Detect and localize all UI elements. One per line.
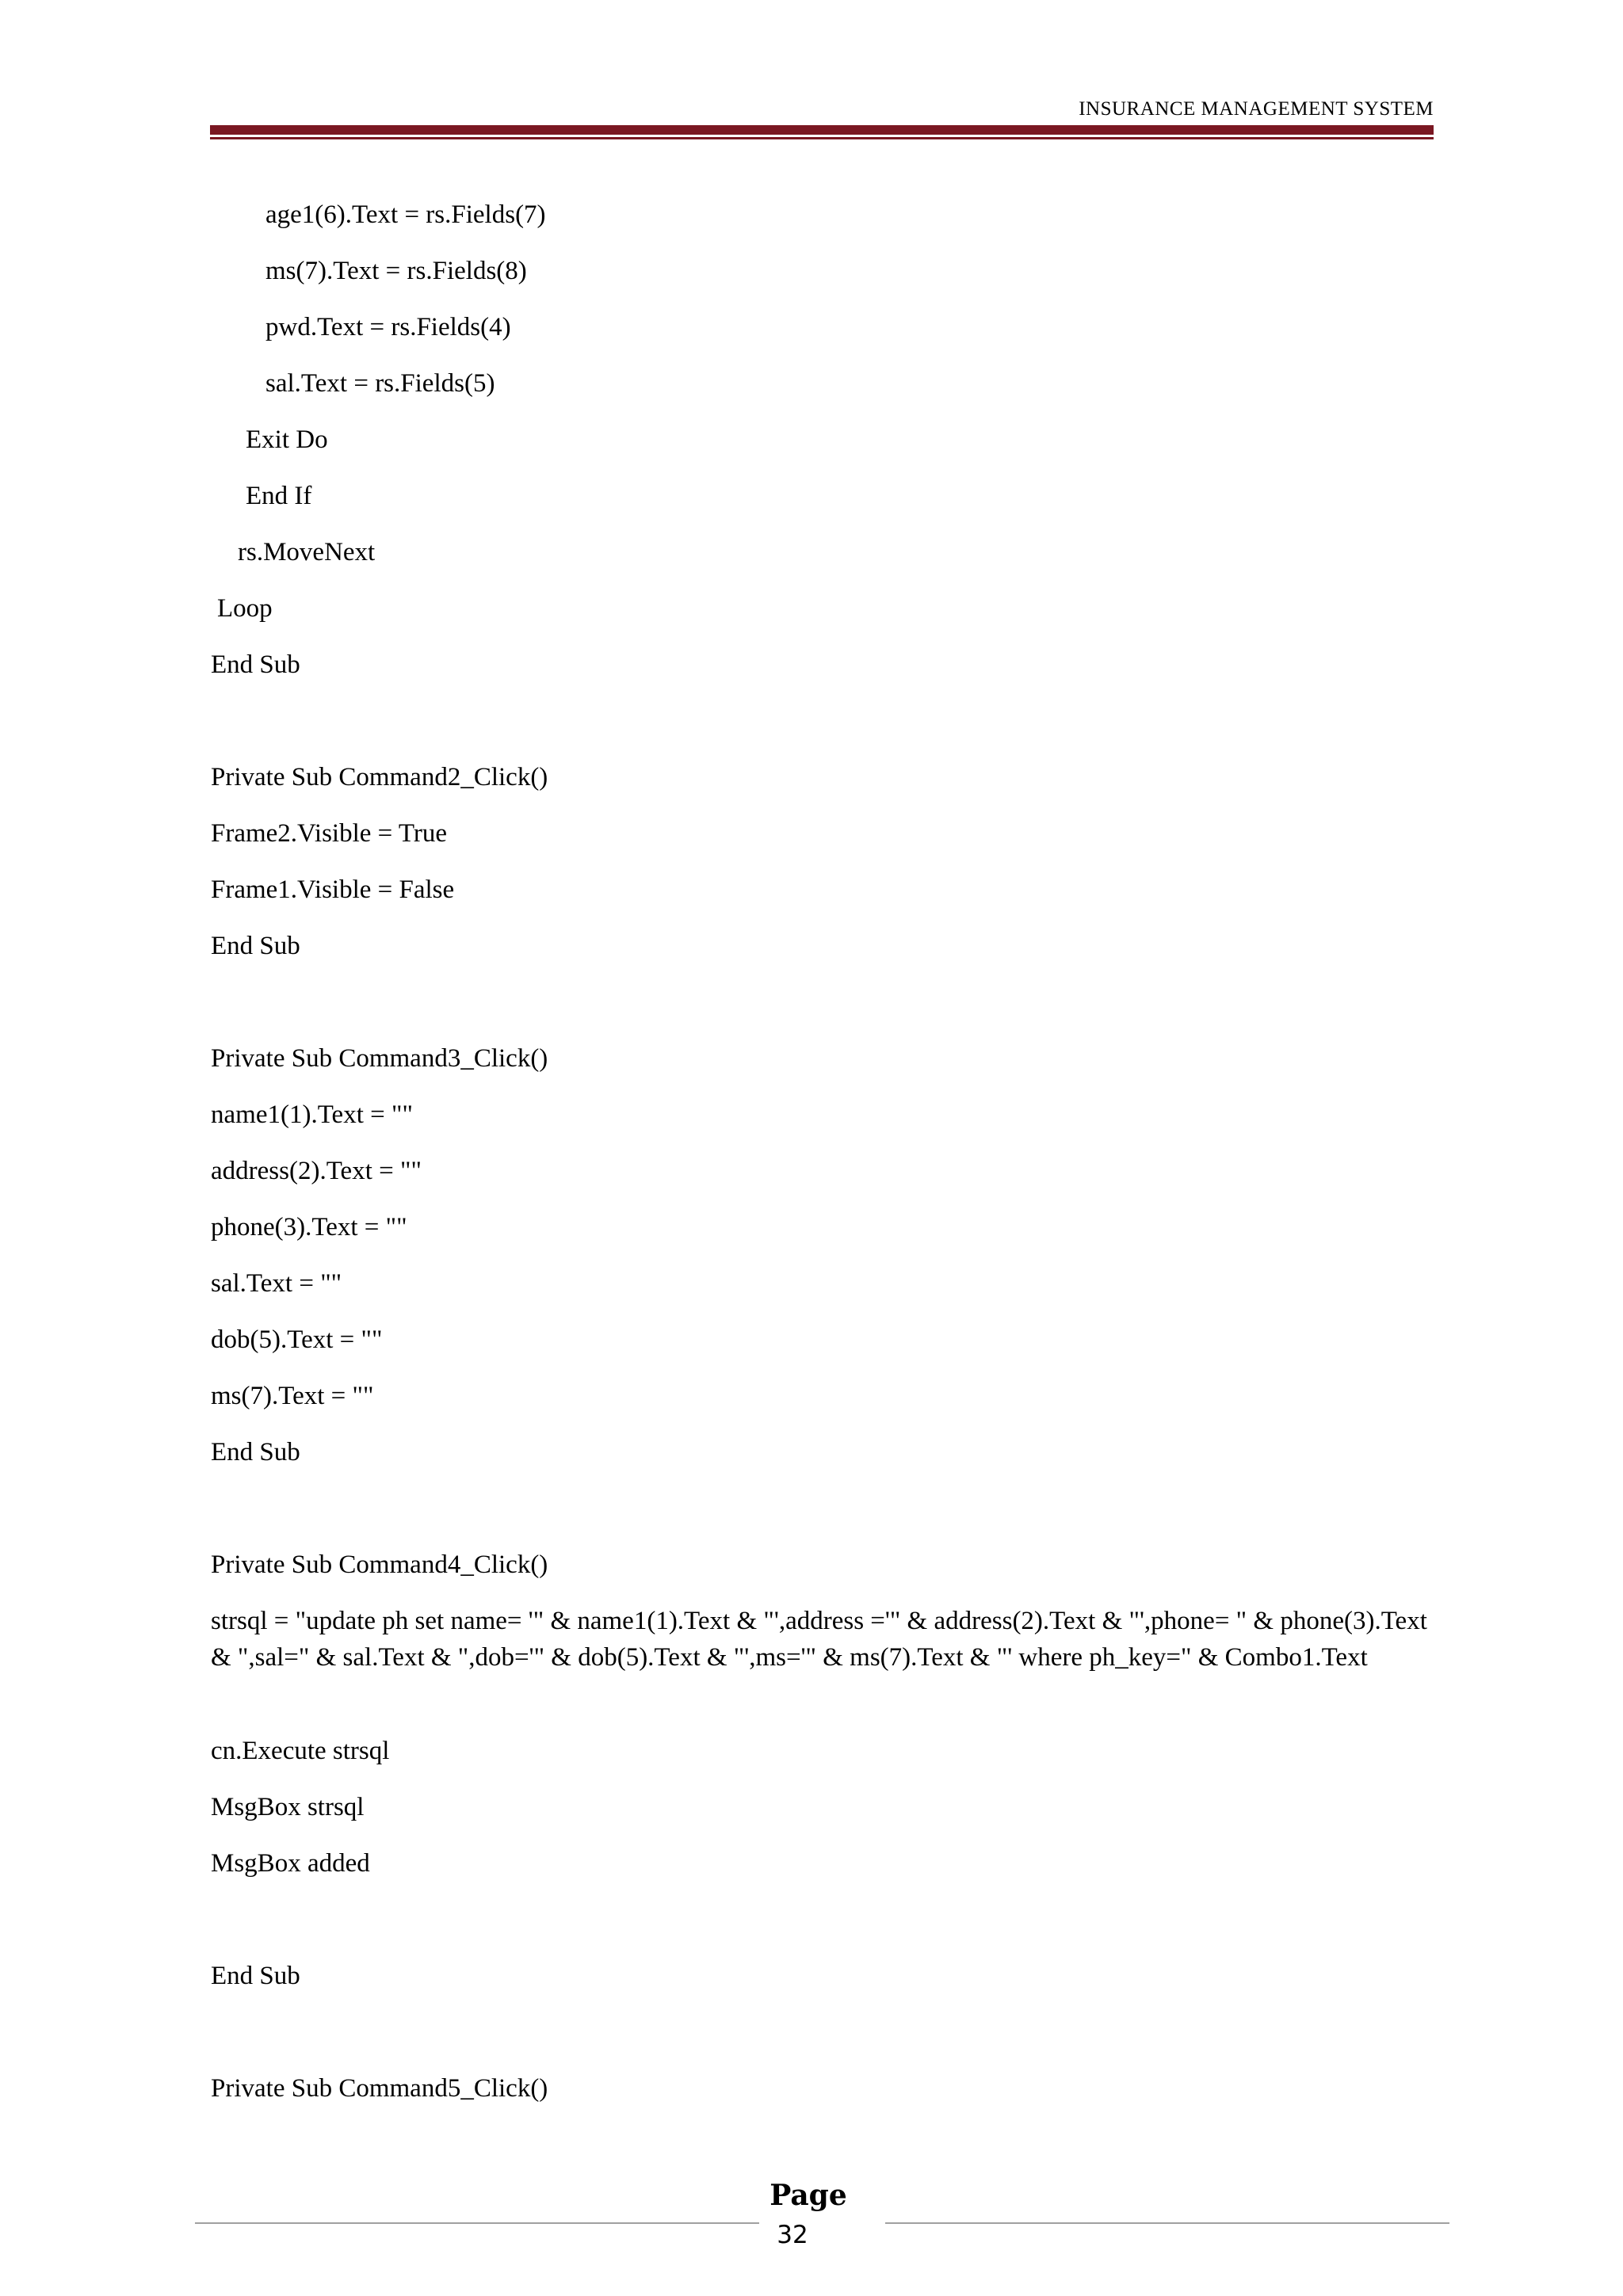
code-line: sal.Text = rs.Fields(5) — [265, 369, 495, 398]
code-line: age1(6).Text = rs.Fields(7) — [265, 200, 546, 229]
code-line: ms(7).Text = rs.Fields(8) — [265, 257, 527, 285]
code-line: phone(3).Text = "" — [211, 1213, 407, 1241]
code-line: End Sub — [211, 932, 300, 960]
code-line-wrapped: strsql = "update ph set name= '" & name1(1).Text & "',address ='" & address(2).Text & "',phone= " & phone(3).Text & ",sal=" & sal.Text & ",dob='" & dob(5).Text & "',ms='" & ms(7).Text & "' where ph_key=" & Combo1.Text — [211, 1607, 1427, 1672]
code-line: address(2).Text = "" — [211, 1157, 422, 1185]
header-rule-thin — [210, 137, 1434, 139]
code-line: Frame1.Visible = False — [211, 875, 455, 904]
code-line: Private Sub Command4_Click() — [211, 1550, 548, 1579]
code-line: Exit Do — [246, 425, 328, 454]
code-line: sal.Text = "" — [211, 1269, 342, 1298]
footer-rule-right — [885, 2222, 1449, 2224]
code-line: Frame2.Visible = True — [211, 819, 448, 848]
code-line: name1(1).Text = "" — [211, 1100, 413, 1129]
code-line: End If — [246, 482, 312, 510]
code-line: MsgBox added — [211, 1849, 370, 1878]
code-line: MsgBox strsql — [211, 1793, 365, 1821]
code-line: Private Sub Command5_Click() — [211, 2074, 548, 2103]
page-header-title: INSURANCE MANAGEMENT SYSTEM — [1079, 98, 1434, 120]
code-line: End Sub — [211, 1962, 300, 1990]
code-line: End Sub — [211, 650, 300, 679]
code-line: rs.MoveNext — [238, 538, 376, 566]
code-line: pwd.Text = rs.Fields(4) — [265, 313, 511, 341]
code-line: End Sub — [211, 1438, 300, 1466]
code-line: dob(5).Text = "" — [211, 1325, 383, 1354]
code-line: Loop — [217, 594, 273, 623]
footer-rule-left — [195, 2222, 759, 2224]
page-label: Page — [769, 2179, 847, 2212]
code-line: cn.Execute strsql — [211, 1737, 390, 1765]
header-rule-thick — [210, 125, 1434, 135]
code-line: Private Sub Command3_Click() — [211, 1044, 548, 1073]
page-number: 32 — [777, 2221, 808, 2249]
code-line: Private Sub Command2_Click() — [211, 763, 548, 791]
code-line: ms(7).Text = "" — [211, 1382, 374, 1410]
